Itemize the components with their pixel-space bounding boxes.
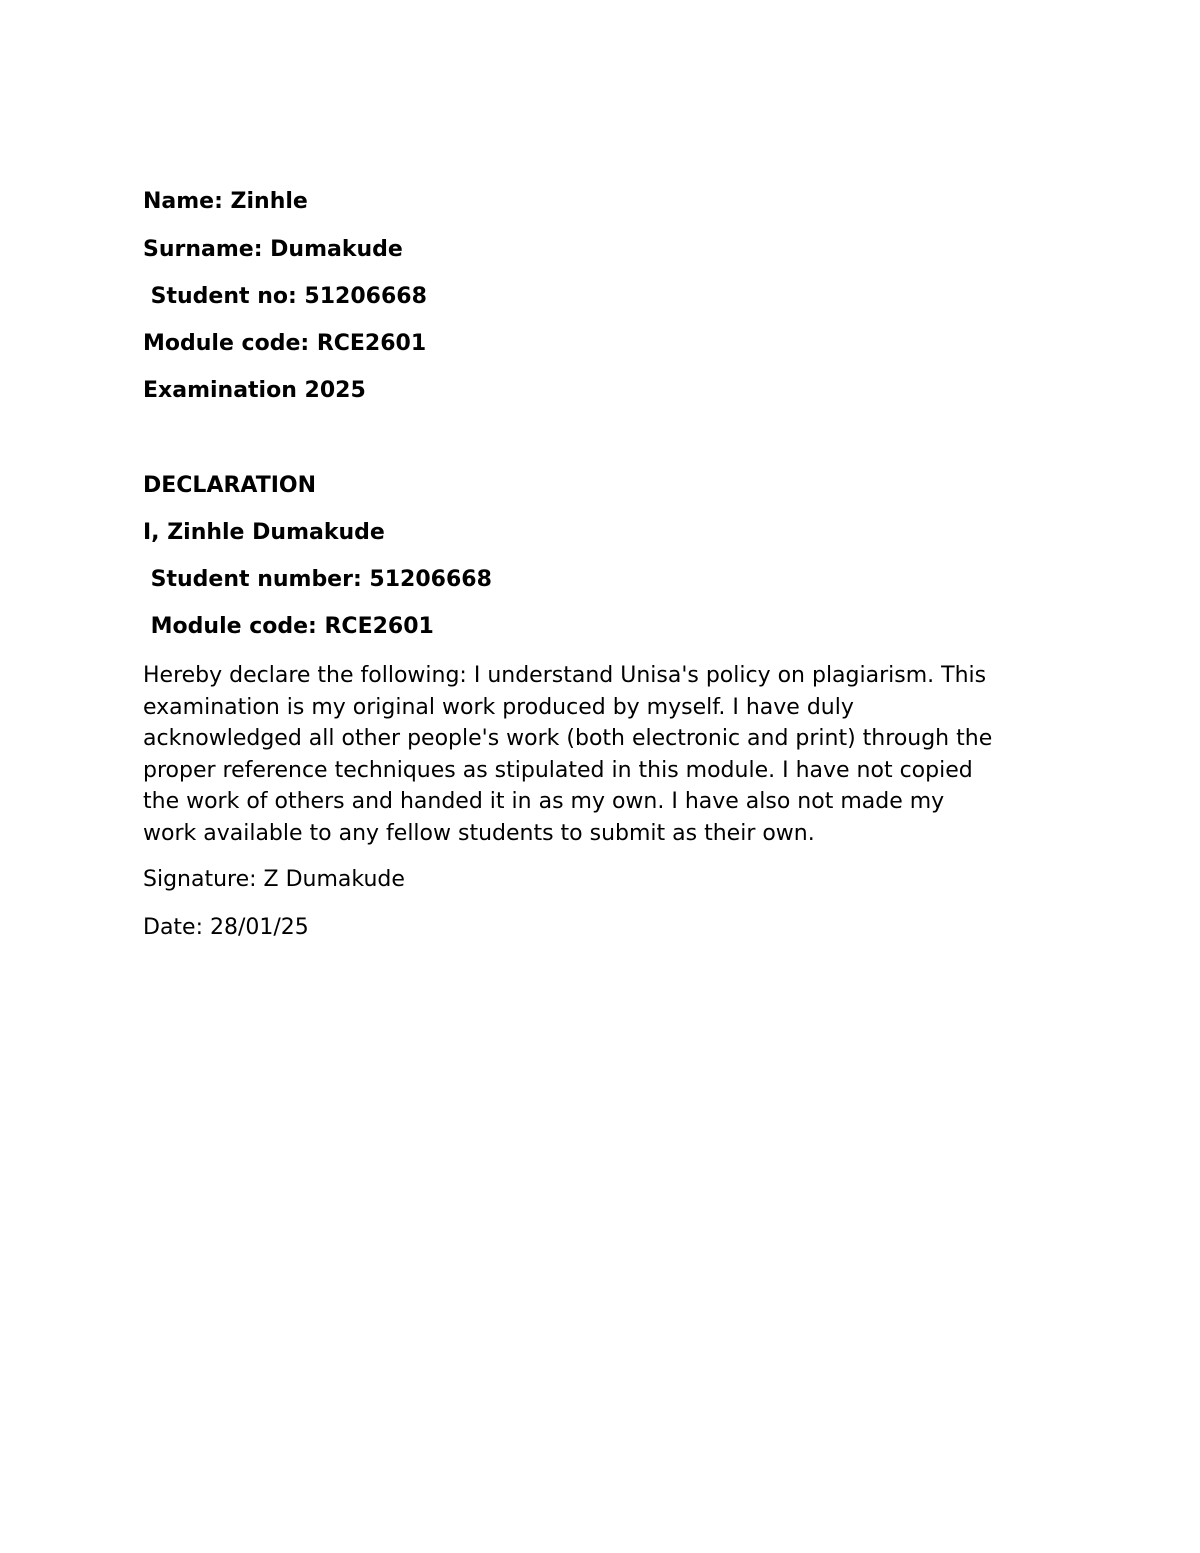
examination-line: Examination 2025: [143, 378, 366, 403]
declaration-heading: DECLARATION: [143, 473, 317, 498]
declaration-module-code: Module code: RCE2601: [143, 614, 434, 639]
student-no-line: Student no: 51206668: [143, 284, 427, 309]
date-line: Date: 28/01/25: [143, 915, 309, 940]
declaration-paragraph: [143, 660, 1083, 850]
paragraph-line: the work of others and handed it in as my own. I have also not made my: [143, 789, 945, 815]
declaration-student-number: Student number: 51206668: [143, 567, 492, 592]
paragraph-line: proper reference techniques as stipulated in this module. I have not copied: [143, 757, 973, 783]
surname-line: Surname: Dumakude: [143, 237, 403, 262]
paragraph-line: Hereby declare the following: I understand Unisa's policy on plagiarism. This: [143, 663, 987, 688]
signature-line: Signature: Z Dumakude: [143, 867, 405, 892]
paragraph-line: examination is my original work produced by myself. I have duly: [143, 694, 854, 720]
module-code-line: Module code: RCE2601: [143, 331, 427, 356]
declarant-line: I, Zinhle Dumakude: [143, 520, 385, 545]
paragraph-line: acknowledged all other people's work (both electronic and print) through the: [143, 726, 993, 752]
name-line: Name: Zinhle: [143, 189, 308, 214]
paragraph-line: work available to any fellow students to submit as their own.: [143, 820, 815, 846]
